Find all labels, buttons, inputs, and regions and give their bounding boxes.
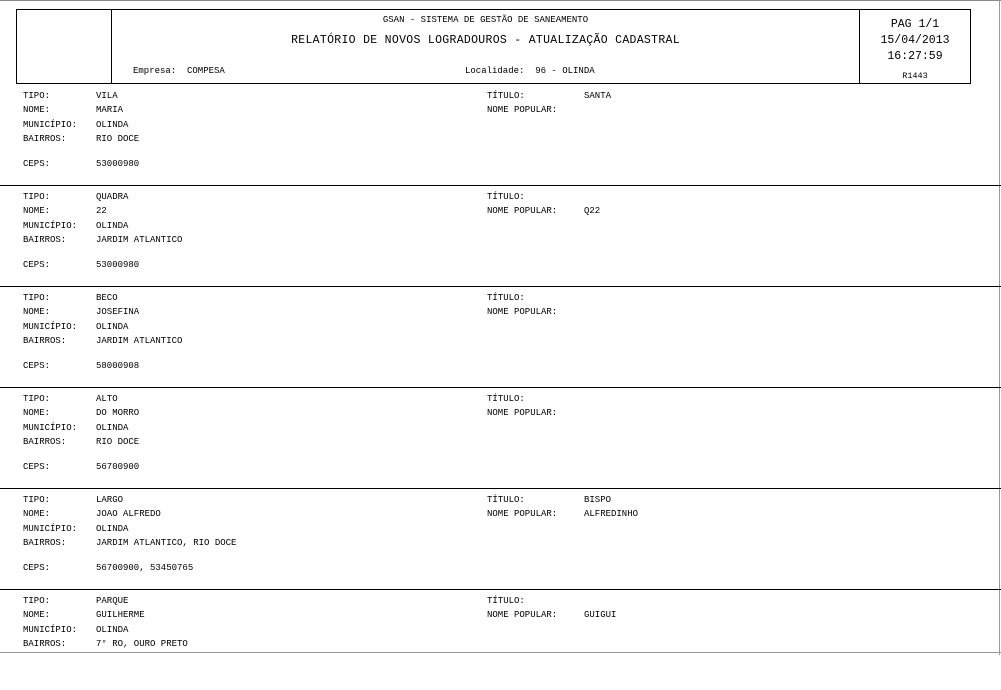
municipio-label: MUNICÍPIO:	[23, 120, 78, 130]
ceps-value: 53000980	[96, 260, 140, 270]
municipio-label: MUNICÍPIO:	[23, 524, 78, 534]
record	[0, 489, 1001, 590]
record	[0, 85, 1001, 186]
tipo-value: LARGO	[96, 495, 124, 505]
bairros-label: BAIRROS:	[23, 437, 67, 447]
municipio-value: OLINDA	[96, 322, 129, 332]
nome-label: NOME:	[23, 307, 51, 317]
bairros-value: RIO DOCE	[96, 134, 140, 144]
bairros-label: BAIRROS:	[23, 639, 67, 649]
municipio-value: OLINDA	[96, 423, 129, 433]
system-title: GSAN - SISTEMA DE GESTÃO DE SANEAMENTO	[382, 15, 589, 25]
bairros-value: 7° RO, OURO PRETO	[96, 639, 188, 649]
nome-popular-label: NOME POPULAR:	[487, 105, 558, 115]
nome-popular-label: NOME POPULAR:	[487, 307, 558, 317]
nome-value: JOSEFINA	[96, 307, 140, 317]
ceps-value: 56700900	[96, 462, 140, 472]
municipio-value: OLINDA	[96, 120, 129, 130]
municipio-value: OLINDA	[96, 524, 129, 534]
titulo-value: SANTA	[584, 91, 612, 101]
header-info-box	[859, 10, 970, 83]
nome-value: GUILHERME	[96, 610, 145, 620]
titulo-label: TÍTULO:	[487, 192, 525, 202]
nome-label: NOME:	[23, 610, 51, 620]
tipo-label: TIPO:	[23, 495, 51, 505]
nome-value: MARIA	[96, 105, 124, 115]
municipio-label: MUNICÍPIO:	[23, 322, 78, 332]
nome-popular-label: NOME POPULAR:	[487, 408, 558, 418]
nome-value: DO MORRO	[96, 408, 140, 418]
ceps-label: CEPS:	[23, 462, 51, 472]
municipio-value: OLINDA	[96, 221, 129, 231]
bairros-label: BAIRROS:	[23, 336, 67, 346]
empresa-label: Empresa: COMPESA	[133, 66, 225, 76]
tipo-label: TIPO:	[23, 293, 51, 303]
titulo-value: BISPO	[584, 495, 612, 505]
nome-label: NOME:	[23, 105, 51, 115]
municipio-label: MUNICÍPIO:	[23, 221, 78, 231]
tipo-value: BECO	[96, 293, 118, 303]
titulo-label: TÍTULO:	[487, 596, 525, 606]
bairros-label: BAIRROS:	[23, 235, 67, 245]
bairros-value: RIO DOCE	[96, 437, 140, 447]
tipo-value: PARQUE	[96, 596, 129, 606]
record	[0, 287, 1001, 388]
titulo-label: TÍTULO:	[487, 293, 525, 303]
report-time: 16:27:59	[887, 50, 943, 63]
tipo-label: TIPO:	[23, 192, 51, 202]
ceps-label: CEPS:	[23, 563, 51, 573]
bairros-value: JARDIM ATLANTICO, RIO DOCE	[96, 538, 237, 548]
titulo-label: TÍTULO:	[487, 91, 525, 101]
bairros-label: BAIRROS:	[23, 134, 67, 144]
tipo-value: QUADRA	[96, 192, 129, 202]
report-header	[16, 9, 971, 84]
ceps-label: CEPS:	[23, 260, 51, 270]
titulo-label: TÍTULO:	[487, 394, 525, 404]
nome-popular-label: NOME POPULAR:	[487, 610, 558, 620]
record	[0, 186, 1001, 287]
page-edge-top	[0, 0, 1001, 1]
municipio-label: MUNICÍPIO:	[23, 625, 78, 635]
nome-popular-value: Q22	[584, 206, 601, 216]
page-number: PAG 1/1	[890, 18, 940, 31]
tipo-label: TIPO:	[23, 91, 51, 101]
nome-popular-value: GUIGUI	[584, 610, 617, 620]
tipo-label: TIPO:	[23, 596, 51, 606]
bairros-label: BAIRROS:	[23, 538, 67, 548]
titulo-label: TÍTULO:	[487, 495, 525, 505]
ceps-label: CEPS:	[23, 361, 51, 371]
ceps-value: 56700900, 53450765	[96, 563, 194, 573]
nome-label: NOME:	[23, 408, 51, 418]
municipio-label: MUNICÍPIO:	[23, 423, 78, 433]
nome-value: 22	[96, 206, 107, 216]
ceps-value: 53000980	[96, 159, 140, 169]
tipo-label: TIPO:	[23, 394, 51, 404]
ceps-value: 58000908	[96, 361, 140, 371]
header-center	[112, 10, 859, 83]
report-code: R1443	[902, 71, 928, 81]
nome-popular-label: NOME POPULAR:	[487, 509, 558, 519]
nome-label: NOME:	[23, 206, 51, 216]
logo-box	[17, 10, 112, 83]
tipo-value: ALTO	[96, 394, 118, 404]
bairros-value: JARDIM ATLANTICO	[96, 336, 183, 346]
record	[0, 590, 1001, 690]
report-date: 15/04/2013	[880, 34, 950, 47]
report-title: RELATÓRIO DE NOVOS LOGRADOUROS - ATUALIZAÇÃO CADASTRAL	[291, 34, 680, 47]
bairros-value: JARDIM ATLANTICO	[96, 235, 183, 245]
municipio-value: OLINDA	[96, 625, 129, 635]
ceps-label: CEPS:	[23, 159, 51, 169]
nome-popular-value: ALFREDINHO	[584, 509, 639, 519]
localidade-label: Localidade: 96 - OLINDA	[465, 66, 595, 76]
record	[0, 388, 1001, 489]
tipo-value: VILA	[96, 91, 118, 101]
records-list	[0, 85, 1001, 690]
nome-value: JOAO ALFREDO	[96, 509, 161, 519]
nome-label: NOME:	[23, 509, 51, 519]
nome-popular-label: NOME POPULAR:	[487, 206, 558, 216]
